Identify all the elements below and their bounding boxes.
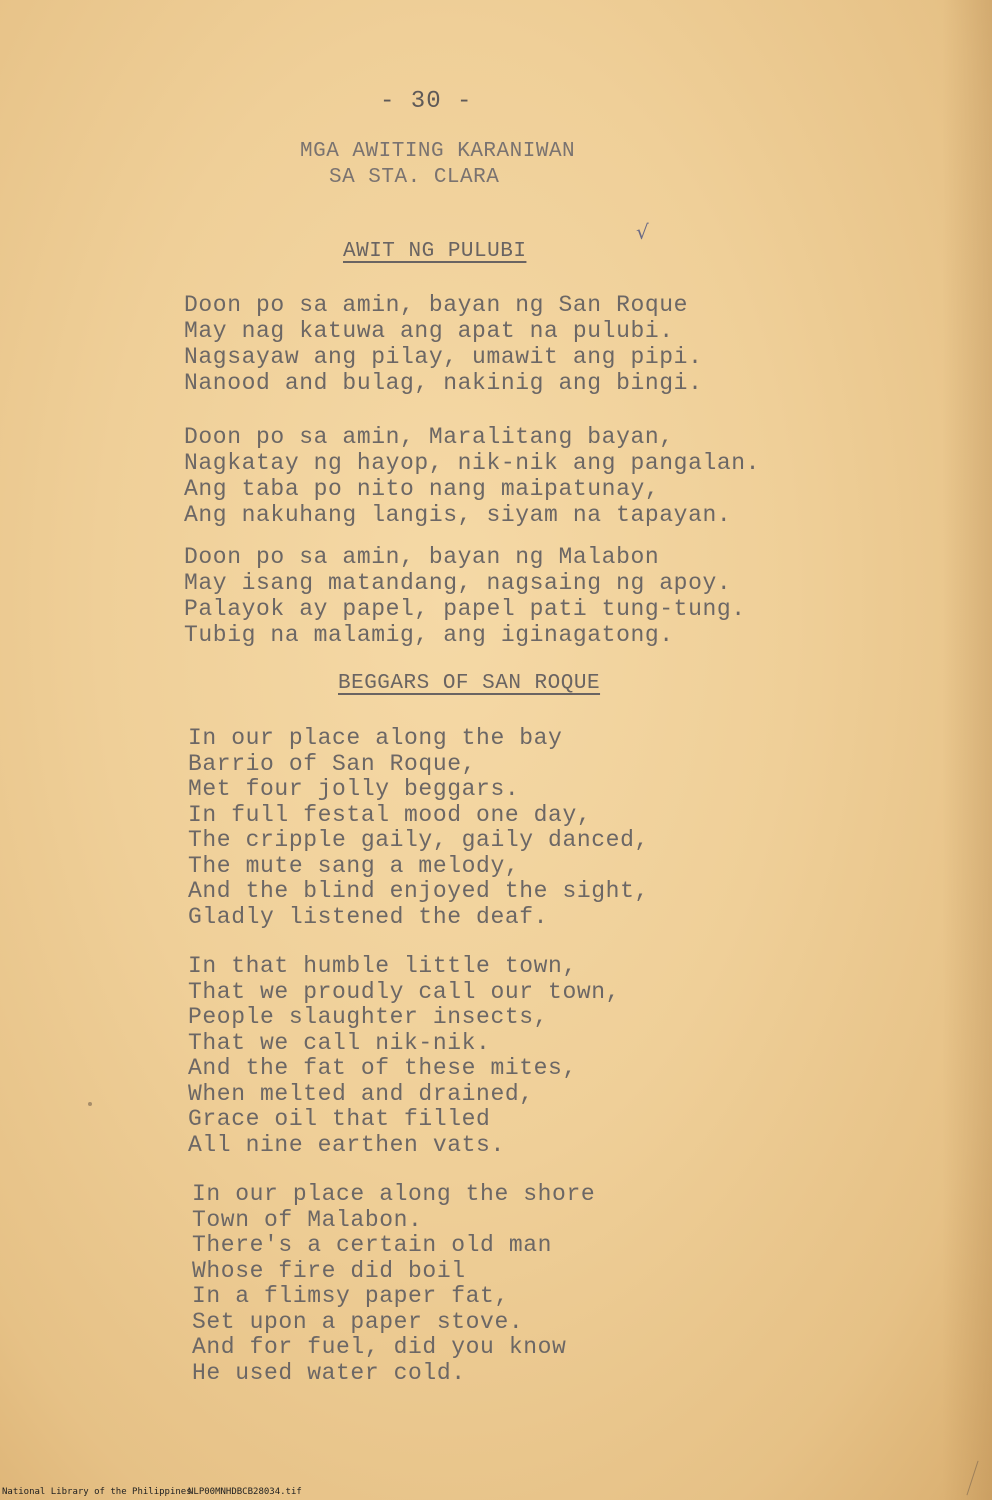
paper-speck	[88, 1102, 92, 1106]
verse-line: Whose fire did boil	[192, 1257, 466, 1284]
check-mark: √	[636, 220, 649, 244]
english-stanza-1	[188, 726, 649, 930]
verse-line: In our place along the bay	[188, 725, 563, 751]
verse-line: Palayok ay papel, papel pati tung-tung.	[184, 596, 746, 622]
verse-line: Doon po sa amin, Maralitang bayan,	[184, 424, 674, 450]
document-header-line-2: SA STA. CLARA	[329, 166, 500, 189]
english-stanza-3	[192, 1182, 595, 1386]
verse-line: That we proudly call our town,	[188, 978, 621, 1005]
footer-filename: NLP00MNHDBCB28034.tif	[188, 1487, 302, 1497]
verse-line: May nag katuwa ang apat na pulubi.	[184, 318, 674, 344]
verse-line: Gladly listened the deaf.	[188, 903, 549, 930]
verse-line: In our place along the shore	[192, 1181, 596, 1207]
page-edge-shadow	[942, 0, 992, 1500]
verse-line: Doon po sa amin, bayan ng San Roque	[184, 292, 689, 318]
verse-line: He used water cold.	[192, 1359, 466, 1386]
verse-line: That we call nik-nik.	[188, 1029, 491, 1056]
verse-line: All nine earthen vats.	[188, 1131, 505, 1158]
verse-line: And for fuel, did you know	[192, 1334, 567, 1360]
verse-line: People slaughter insects,	[188, 1004, 549, 1030]
verse-line: Barrio of San Roque,	[188, 750, 477, 777]
verse-line: Ang nakuhang langis, siyam na tapayan.	[184, 502, 732, 528]
verse-line: And the fat of these mites,	[188, 1055, 577, 1081]
tagalog-stanza-3	[184, 544, 746, 648]
verse-line: Nagkatay ng hayop, nik-nik ang pangalan.	[184, 450, 761, 476]
verse-line: Tubig na malamig, ang iginagatong.	[184, 622, 674, 648]
verse-line: Grace oil that filled	[188, 1106, 491, 1132]
verse-line: In that humble little town,	[188, 953, 577, 979]
tagalog-stanza-2	[184, 424, 760, 528]
tagalog-stanza-1	[184, 292, 702, 396]
verse-line: In a flimsy paper fat,	[192, 1283, 509, 1309]
verse-line: Town of Malabon.	[192, 1206, 423, 1233]
verse-line: Ang taba po nito nang maipatunay,	[184, 476, 660, 502]
verse-line: There's a certain old man	[192, 1232, 553, 1258]
verse-line: Nagsayaw ang pilay, umawit ang pipi.	[184, 344, 703, 370]
verse-line: Set upon a paper stove.	[192, 1308, 524, 1335]
english-stanza-2	[188, 954, 620, 1158]
verse-line: The mute sang a melody,	[188, 852, 520, 879]
verse-line: Doon po sa amin, bayan ng Malabon	[184, 544, 660, 570]
verse-line: The cripple gaily, gaily danced,	[188, 827, 649, 853]
verse-line: Nanood and bulag, nakinig ang bingi.	[184, 370, 703, 396]
verse-line: May isang matandang, nagsaing ng apoy.	[184, 570, 732, 596]
verse-line: Met four jolly beggars.	[188, 776, 520, 802]
verse-line: When melted and drained,	[188, 1080, 534, 1107]
verse-line: In full festal mood one day,	[188, 801, 592, 828]
verse-line: And the blind enjoyed the sight,	[188, 878, 649, 904]
page-number: - 30 -	[380, 88, 473, 115]
english-song-title: BEGGARS OF SAN ROQUE	[338, 672, 601, 695]
footer-institution: National Library of the Philippines	[2, 1487, 192, 1497]
document-header-line-1: MGA AWITING KARANIWAN	[300, 140, 576, 163]
tagalog-song-title: AWIT NG PULUBI	[343, 240, 527, 263]
